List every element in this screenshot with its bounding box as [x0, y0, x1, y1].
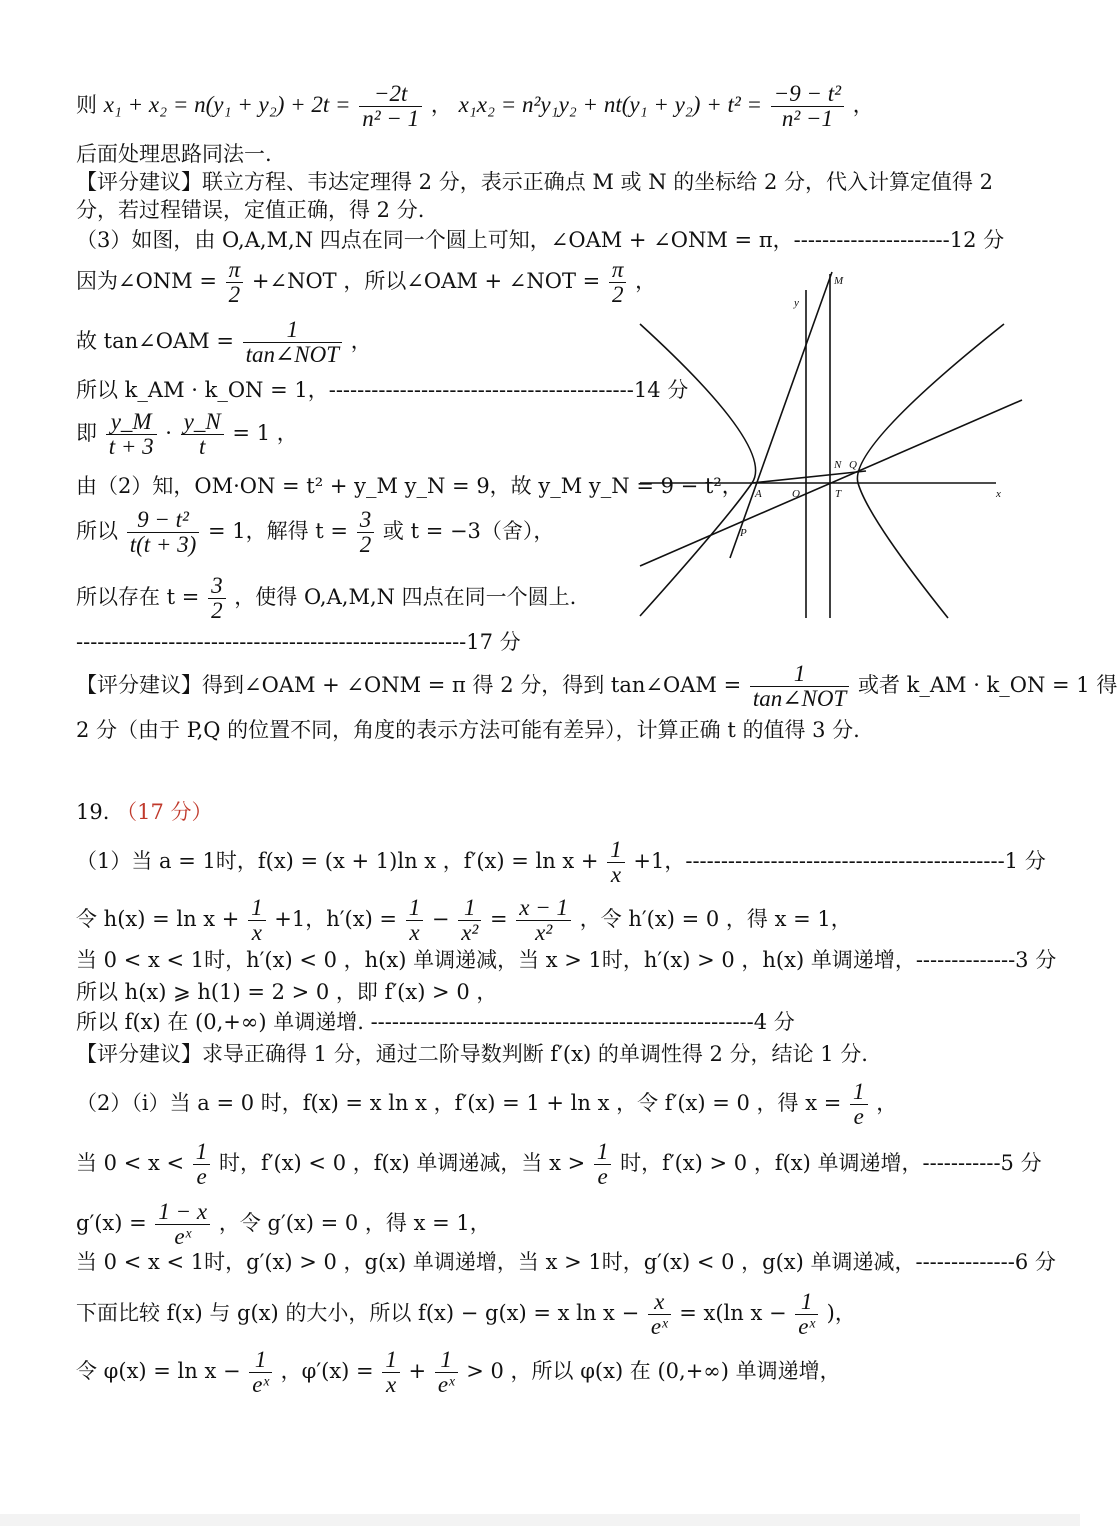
text-segment: 令 h(x) = ln x +: [76, 907, 240, 931]
fraction: [795, 1290, 818, 1339]
text-segment: 时，f′(x) > 0 ，f(x) 单调递增，-----------5 分: [620, 1151, 1042, 1175]
fraction-ym: [106, 410, 157, 459]
fraction-denominator: eˣ: [437, 1372, 455, 1397]
label-n: N: [834, 459, 842, 471]
fraction-numerator: 1: [594, 1140, 612, 1165]
fraction-yn: [181, 410, 224, 459]
fraction-sum: [359, 82, 422, 131]
text-comma: ，: [430, 93, 452, 117]
fraction-denominator: x²: [535, 920, 553, 945]
text-segment: )，: [826, 1301, 856, 1325]
text-segment: 或者 k_AM · k_ON = 1 得: [857, 673, 1117, 697]
fraction-denominator: tan∠NOT: [245, 342, 340, 367]
line-compare-fg: [76, 1290, 856, 1339]
text-segment: ，: [350, 329, 372, 353]
text-segment: ，φ′(x) =: [280, 1359, 374, 1383]
fraction-denominator: x: [251, 920, 262, 945]
text-segment: 时，f′(x) < 0 ，f(x) 单调递减，当 x >: [218, 1151, 586, 1175]
text-segment: g′(x) =: [76, 1211, 147, 1235]
text-comma: ，: [852, 93, 874, 117]
fraction-numerator: 1: [382, 1348, 400, 1373]
line-part1-derivative: [76, 838, 1046, 887]
fraction-numerator: 1: [406, 896, 424, 921]
text-dot: ·: [165, 421, 172, 445]
fraction-denominator: x: [385, 1372, 397, 1397]
fraction-numerator: 3: [208, 574, 226, 599]
text-segment: （1）当 a = 1时，f(x) = (x + 1)ln x ，f′(x) = ln x +: [76, 849, 599, 873]
line-score-17: -------------------------------------------------------17 分: [76, 630, 521, 654]
line-text: 2 分（由于 P,Q 的位置不同，角度的表示方法可能有差异），计算正确 t 的值得 3 分.: [76, 718, 860, 742]
fraction-denominator: 2: [359, 532, 372, 557]
label-q: Q: [849, 459, 857, 471]
text-segment: =: [490, 907, 508, 931]
fraction-numerator: 1: [248, 896, 266, 921]
label-y: y: [794, 297, 799, 309]
label-p: P: [740, 527, 747, 539]
fraction-numerator: −9 − t²: [771, 82, 844, 107]
fraction-denominator: eˣ: [252, 1372, 269, 1397]
text-segment: +1，h′(x) =: [274, 907, 398, 931]
text-segment: 或 t = −3（舍），: [382, 519, 555, 543]
text-segment: 因为∠ONM =: [76, 269, 217, 293]
fraction-denominator: x: [409, 920, 420, 945]
line-an: [752, 471, 866, 483]
line-part2-i: [76, 1080, 897, 1129]
hyperbola-right-branch: [857, 324, 1004, 618]
hyperbola-figure: [636, 268, 1026, 624]
fraction-numerator: y_N: [181, 410, 224, 435]
line-scoring-note: 【评分建议】联立方程、韦达定理得 2 分，表示正确点 M 或 N 的坐标给 2 分，代入计算定值得 2: [76, 170, 994, 194]
fraction-denominator: t + 3: [108, 434, 154, 459]
fraction-pi-half: [226, 258, 244, 307]
fraction-one-over-e: [850, 1080, 868, 1129]
fraction-tan: [243, 318, 342, 367]
fraction-tan: [750, 662, 849, 711]
fraction-three-halves: [357, 508, 375, 557]
fraction-denominator: eˣ: [650, 1314, 668, 1339]
fraction-denominator: e: [196, 1164, 207, 1189]
fraction: [249, 1348, 272, 1397]
text-segment: ，: [876, 1091, 898, 1115]
line-am: [730, 272, 832, 558]
fraction-denominator: 2: [211, 598, 223, 623]
text-segment: ，: [635, 269, 657, 293]
fraction-three-halves: [208, 574, 226, 623]
math-product: x₁x₂ = n²y₁y₂ + nt(y₁ + y₂) + t² =: [458, 92, 763, 117]
line-text: 后面处理思路同法一.: [76, 142, 272, 166]
fraction-denominator: e: [597, 1164, 608, 1189]
fraction-numerator: 1: [435, 1348, 458, 1373]
fraction-denominator: eˣ: [174, 1224, 192, 1249]
fraction-numerator: π: [609, 258, 627, 283]
line-tan-relation: [76, 318, 372, 367]
label-x: x: [996, 488, 1001, 500]
line-text: 分，若过程错误，定值正确，得 2 分.: [76, 198, 425, 222]
fraction-equation: [127, 508, 200, 557]
label-m: M: [834, 275, 844, 287]
fraction-denominator: 2: [611, 282, 624, 307]
text-segment: 令 φ(x) = ln x −: [76, 1359, 241, 1383]
text-segment: 即: [76, 421, 97, 445]
fraction-denominator: t(t + 3): [129, 532, 197, 557]
line-conclusion: [76, 574, 576, 623]
fraction-denominator: t: [199, 434, 206, 459]
text-segment: 下面比较 f(x) 与 g(x) 的大小，所以 f(x) − g(x) = x ln x −: [76, 1301, 640, 1325]
fraction-one-over-x: [607, 838, 625, 887]
text-segment: +∠NOT ，所以∠OAM + ∠NOT =: [251, 269, 601, 293]
fraction: [155, 1200, 210, 1249]
text-segment: ，使得 O,A,M,N 四点在同一个圆上.: [234, 585, 577, 609]
text-segment: 【评分建议】得到∠OAM + ∠ONM = π 得 2 分，得到 tan∠OAM =: [76, 673, 742, 697]
fraction-denominator: x: [610, 862, 622, 887]
fraction-numerator: y_M: [106, 410, 157, 435]
fraction-numerator: π: [226, 258, 244, 283]
fraction: [458, 896, 481, 945]
line-vieta-sum-product: [76, 82, 874, 131]
text-segment: 当 0 < x <: [76, 1151, 185, 1175]
fraction-numerator: 3: [357, 508, 375, 533]
text-segment: 所以: [76, 519, 118, 543]
line-scoring-note-3: [76, 662, 1117, 711]
fraction: [248, 896, 266, 945]
line-ratio-product: [76, 410, 298, 459]
fraction-numerator: 1: [607, 838, 625, 863]
hyperbola-left-branch: [640, 324, 756, 616]
fraction-denominator: n² −1: [781, 106, 833, 131]
text-segment: ，令 g′(x) = 0 ，得 x = 1，: [218, 1211, 491, 1235]
line-g-derivative: [76, 1200, 491, 1249]
line-dot-product: 由（2）知，OM·ON = t² + y_M y_N = 9，故 y_M y_N = 9 − t²，: [76, 474, 743, 498]
fraction-numerator: 1: [193, 1140, 211, 1165]
fraction-numerator: 1: [795, 1290, 818, 1315]
fraction-denominator: n² − 1: [362, 106, 420, 131]
label-t: T: [835, 488, 842, 500]
fraction: [406, 896, 424, 945]
text-segment: > 0 ，所以 φ(x) 在 (0,+∞) 单调递增，: [466, 1359, 841, 1383]
fraction-denominator: eˣ: [798, 1314, 815, 1339]
fraction-denominator: tan∠NOT: [752, 686, 847, 711]
text-segment: 所以存在 t =: [76, 585, 200, 609]
fraction: [435, 1348, 458, 1397]
fraction-numerator: 1: [750, 662, 849, 687]
math-sum: x₁ + x₂ = n(y₁ + y₂) + 2t =: [103, 92, 351, 117]
label-o: O: [792, 488, 800, 500]
text-segment: = x(ln x −: [679, 1301, 787, 1325]
text-segment: −: [431, 907, 450, 931]
fraction-product: [771, 82, 844, 131]
text-segment: ，令 h′(x) = 0 ，得 x = 1，: [579, 907, 852, 931]
line-slope-product: 所以 k_AM · k_ON = 1，-------------------------------------------14 分: [76, 378, 689, 402]
line-monotonic-f: [76, 1140, 1042, 1189]
text-segment: +1，---------------------------------------------1 分: [633, 849, 1046, 873]
fraction-numerator: 1: [243, 318, 342, 343]
text-segment: （2）（i）当 a = 0 时，f(x) = x ln x ，f′(x) = 1 + ln x ，令 f′(x) = 0 ，得 x =: [76, 1091, 842, 1115]
fraction-denominator: e: [853, 1104, 864, 1129]
text-segment: +: [408, 1359, 427, 1383]
text-segment: 故 tan∠OAM =: [76, 329, 234, 353]
fraction: [648, 1290, 671, 1339]
line-monotonic-h: 当 0 < x < 1时，h′(x) < 0 ，h(x) 单调递减，当 x > 1时，h′(x) > 0 ，h(x) 单调递增，--------------3 分: [76, 948, 1057, 972]
fraction-one-over-e: [594, 1140, 612, 1189]
question-points: （17 分）: [116, 800, 213, 824]
text-segment: = 1 ，: [232, 421, 298, 445]
fraction-numerator: x − 1: [516, 896, 571, 921]
question-19-header: [76, 798, 213, 826]
fraction-numerator: 1 − x: [155, 1200, 210, 1225]
line-scoring-note-19: 【评分建议】求导正确得 1 分，通过二阶导数判断 f′(x) 的单调性得 2 分，结论 1 分.: [76, 1042, 868, 1066]
fraction-pi-half: [609, 258, 627, 307]
line-part3-intro: （3）如图，由 O,A,M,N 四点在同一个圆上可知，∠OAM + ∠ONM = π，----------------------12 分: [76, 228, 1005, 252]
fraction-one-over-e: [193, 1140, 211, 1189]
fraction-denominator: 2: [228, 282, 241, 307]
fraction-numerator: 1: [249, 1348, 272, 1373]
line-solve-t: [76, 508, 554, 557]
fraction: [382, 1348, 400, 1397]
line-text: 所以 h(x) ⩾ h(1) = 2 > 0 ，即 f′(x) > 0 ，: [76, 980, 498, 1004]
fraction-numerator: −2t: [359, 82, 422, 107]
text-segment: = 1，解得 t =: [208, 519, 349, 543]
line-monotonic-g: 当 0 < x < 1时，g′(x) > 0 ，g(x) 单调递增，当 x > 1时，g′(x) < 0 ，g(x) 单调递减，--------------6 分: [76, 1250, 1056, 1274]
line-phi: [76, 1348, 841, 1397]
fraction-numerator: 1: [850, 1080, 868, 1105]
line-h-derivative: [76, 896, 852, 945]
fraction-numerator: x: [648, 1290, 671, 1315]
page-bottom-edge: [0, 1514, 1080, 1526]
line-score-4: 所以 f(x) 在 (0,+∞) 单调递增. ------------------------------------------------------4 分: [76, 1010, 795, 1034]
label-a: A: [755, 488, 762, 500]
question-number: 19.: [76, 800, 110, 824]
line-angle-relation: [76, 258, 656, 307]
fraction-denominator: x²: [461, 920, 479, 945]
fraction: [516, 896, 571, 945]
fraction-numerator: 9 − t²: [127, 508, 200, 533]
fraction-numerator: 1: [458, 896, 481, 921]
text-ze: 则: [76, 93, 97, 117]
